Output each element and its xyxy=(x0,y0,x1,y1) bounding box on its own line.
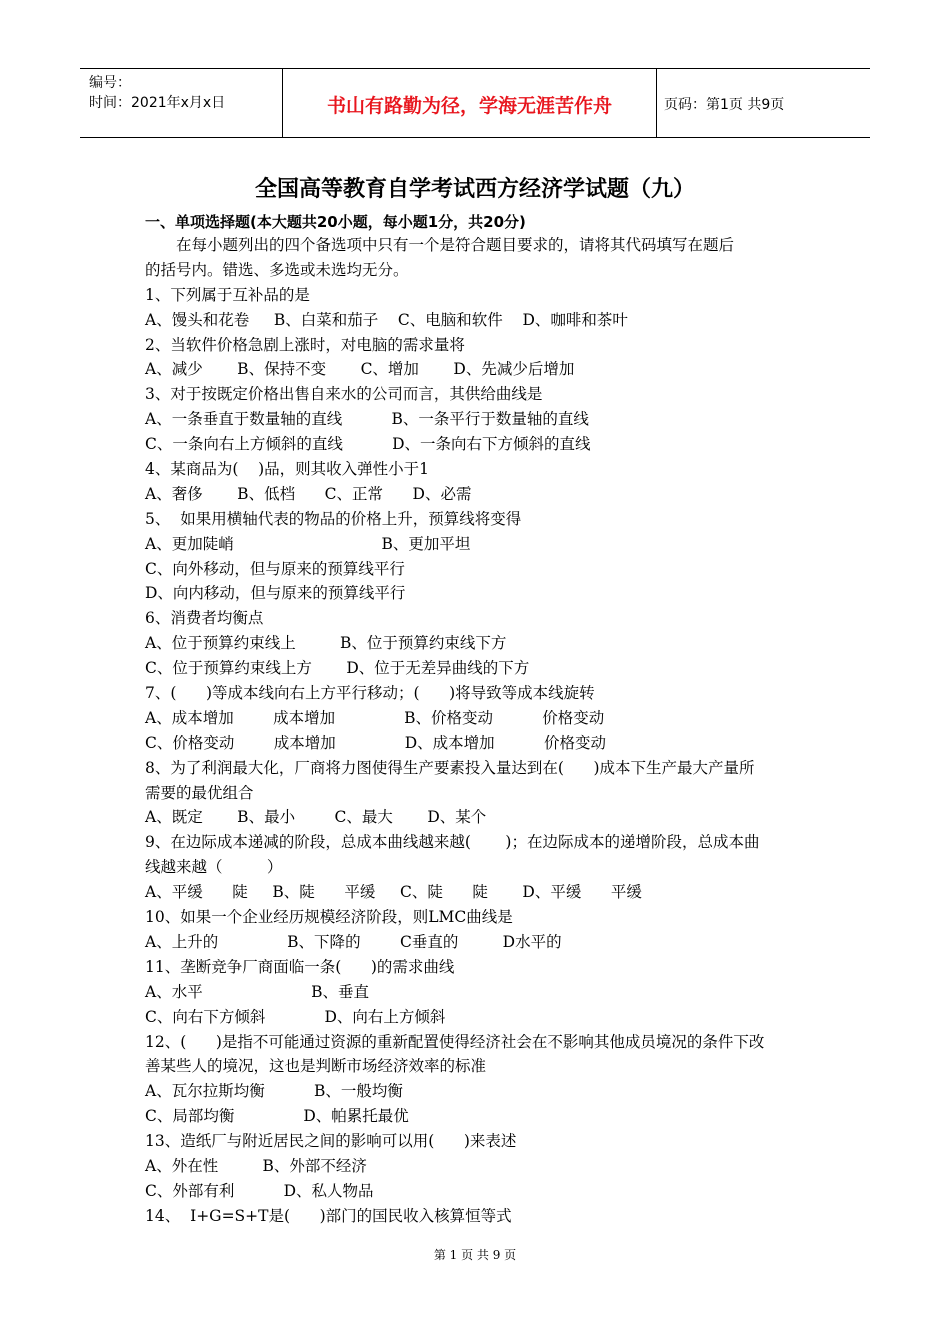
text-line: A、减少 B、保持不变 C、增加 D、先减少后增加 xyxy=(145,360,575,379)
motto: 书山有路勤为径，学海无涯苦作舟 xyxy=(326,95,612,117)
text-line: A、既定 B、最小 C、最大 D、某个 xyxy=(145,808,487,827)
text-line: 6、消费者均衡点 xyxy=(145,609,264,628)
text-line: C、外部有利 D、私人物品 xyxy=(145,1181,374,1200)
text-line: 9、在边际成本递减的阶段，总成本曲线越来越( )；在边际成本的递增阶段，总成本曲 xyxy=(145,833,760,852)
text-line: 7、( )等成本线向右上方平行移动；( )将导致等成本线旋转 xyxy=(145,684,595,703)
header-meta-cell xyxy=(80,69,282,137)
section-heading: 一、单项选择题(本大题共20小题，每小题1分，共20分) xyxy=(145,213,526,231)
text-line: 线越来越（ ） xyxy=(145,858,283,877)
page-title: 全国高等教育自学考试西方经济学试题（九） xyxy=(254,177,695,202)
header-motto-cell xyxy=(282,69,657,137)
text-line: A、一条垂直于数量轴的直线 B、一条平行于数量轴的直线 xyxy=(145,410,589,429)
text-line: 的括号内。错选、多选或未选均无分。 xyxy=(145,260,409,279)
text-line: 13、造纸厂与附近居民之间的影响可以用( )来表述 xyxy=(145,1132,517,1151)
text-line: 12、( )是指不可能通过资源的重新配置使得经济社会在不影响其他成员境况的条件下改 xyxy=(145,1032,765,1051)
text-line: A、瓦尔拉斯均衡 B、一般均衡 xyxy=(145,1082,403,1101)
text-line: 在每小题列出的四个备选项中只有一个是符合题目要求的，请将其代码填写在题后 xyxy=(176,236,735,254)
text-line: A、上升的 B、下降的 C垂直的 D水平的 xyxy=(145,932,562,951)
text-line: C、向右下方倾斜 D、向右上方倾斜 xyxy=(145,1007,446,1026)
text-line: C、位于预算约束线上方 D、位于无差异曲线的下方 xyxy=(145,659,530,678)
text-line: 2、当软件价格急剧上涨时，对电脑的需求量将 xyxy=(145,335,465,354)
number-label: 编号： xyxy=(89,75,131,91)
text-line: C、局部均衡 D、帕累托最优 xyxy=(145,1107,409,1126)
text-line: C、价格变动 成本增加 D、成本增加 价格变动 xyxy=(145,733,606,752)
text-line: A、成本增加 成本增加 B、价格变动 价格变动 xyxy=(145,708,605,727)
text-line: A、外在性 B、外部不经济 xyxy=(145,1156,367,1175)
text-line: 需要的最优组合 xyxy=(145,783,254,802)
header-page-cell xyxy=(656,69,870,137)
question-body xyxy=(145,233,810,1229)
text-line: A、奢侈 B、低档 C、正常 D、必需 xyxy=(145,484,472,503)
text-line: 善某些人的境况，这也是判断市场经济效率的标准 xyxy=(145,1057,487,1076)
text-line: A、更加陡峭 B、更加平坦 xyxy=(145,534,471,553)
time-label: 时间：2021年x月x日 xyxy=(89,95,226,111)
text-line: A、水平 B、垂直 xyxy=(145,982,369,1001)
page-footer: 第 1 页 共 9 页 xyxy=(433,1248,517,1262)
text-line: 3、对于按既定价格出售自来水的公司而言，其供给曲线是 xyxy=(145,385,543,404)
text-line: 4、某商品为( )品，则其收入弹性小于1 xyxy=(145,460,430,479)
text-line: 10、如果一个企业经历规模经济阶段，则LMC曲线是 xyxy=(145,908,513,927)
text-line: 5、 如果用横轴代表的物品的价格上升，预算线将变得 xyxy=(145,509,522,528)
text-line: C、向外移动，但与原来的预算线平行 xyxy=(145,559,405,578)
header-table xyxy=(80,68,870,138)
text-line: A、馒头和花卷 B、白菜和茄子 C、电脑和软件 D、咖啡和茶叶 xyxy=(145,310,628,329)
text-line: 14、 I+G=S+T是( )部门的国民收入核算恒等式 xyxy=(145,1206,512,1225)
text-line: 11、垄断竞争厂商面临一条( )的需求曲线 xyxy=(145,957,455,976)
text-line: 8、为了利润最大化，厂商将力图使得生产要素投入量达到在( )成本下生产最大产量所 xyxy=(145,758,755,777)
text-line: A、平缓 陡 B、陡 平缓 C、陡 陡 D、平缓 平缓 xyxy=(145,883,642,902)
text-line: 1、下列属于互补品的是 xyxy=(145,285,310,304)
text-line: A、位于预算约束线上 B、位于预算约束线下方 xyxy=(145,634,507,653)
text-line: C、一条向右上方倾斜的直线 D、一条向右下方倾斜的直线 xyxy=(145,435,591,454)
page-info: 页码：第1页 共9页 xyxy=(664,97,785,113)
text-line: D、向内移动，但与原来的预算线平行 xyxy=(145,584,406,603)
